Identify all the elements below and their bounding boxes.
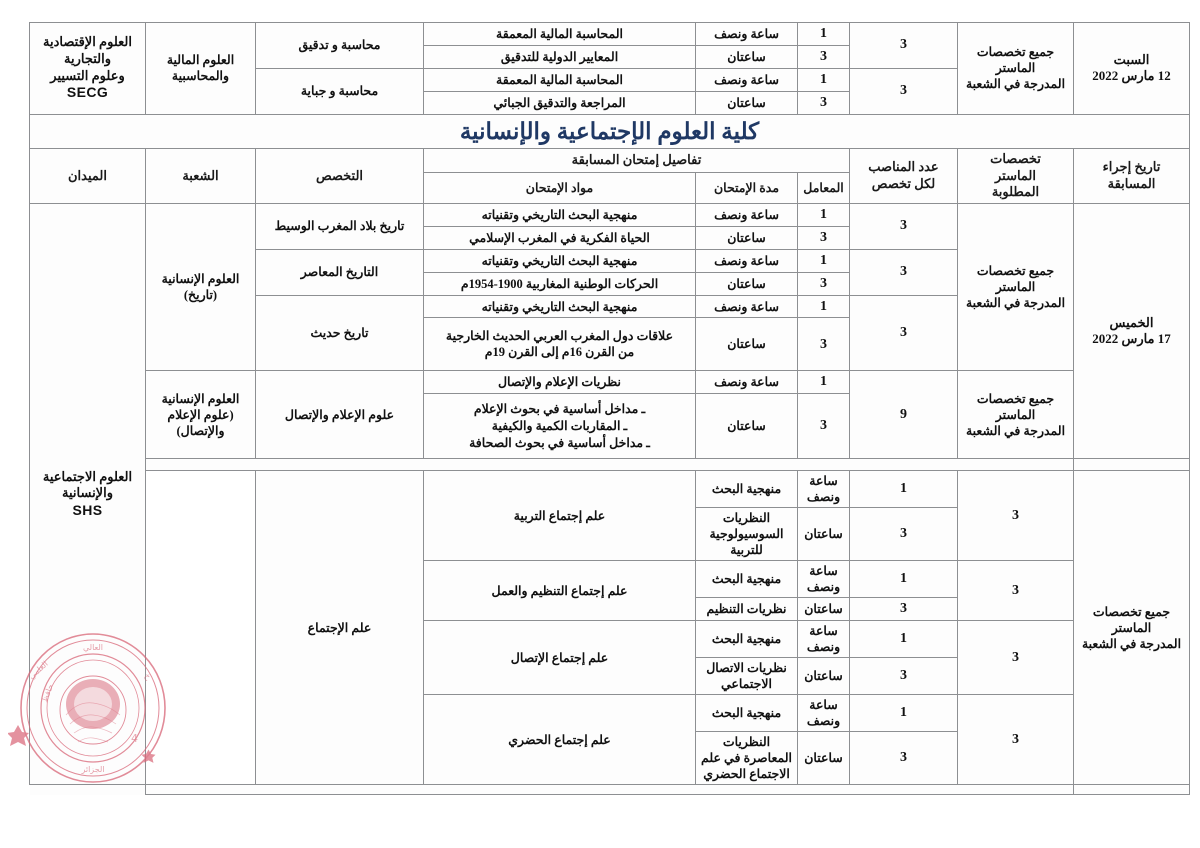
masters-line-1: جميع تخصصات bbox=[1092, 604, 1171, 619]
subject-line-2: من القرن 16م إلى القرن 19م bbox=[484, 345, 635, 360]
cell-specialty: تاريخ حديث bbox=[256, 295, 424, 371]
masters-line-2: الماستر bbox=[995, 61, 1036, 76]
header-specialty: التخصص bbox=[256, 149, 424, 204]
domain-code: SECG bbox=[66, 84, 109, 101]
cell-duration: ساعة ونصف bbox=[696, 68, 798, 91]
header-exam-details: تفاصيل إمتحان المسابقة bbox=[424, 149, 850, 173]
cell-duration: ساعتان bbox=[798, 508, 850, 561]
header-date-line-1: تاريخ إجراء bbox=[1102, 159, 1161, 175]
cell-coefficient: 3 bbox=[850, 732, 958, 785]
cell-duration: ساعتان bbox=[696, 394, 798, 459]
cell-specialty: محاسبة و جباية bbox=[256, 68, 424, 114]
header-date-line-2: المسابقة bbox=[1107, 176, 1156, 191]
masters-line-3: المدرجة في الشعبة bbox=[1081, 636, 1182, 651]
cell-duration: ساعتان bbox=[696, 318, 798, 371]
domain-line-2: والإنسانية bbox=[62, 485, 113, 501]
cell-subject bbox=[424, 318, 696, 371]
masters-line-3: المدرجة في الشعبة bbox=[965, 423, 1066, 438]
cell-coefficient: 1 bbox=[850, 561, 958, 598]
cell-duration: ساعة ونصف bbox=[798, 621, 850, 658]
cell-domain-shs bbox=[30, 203, 146, 784]
cell-coefficient: 3 bbox=[798, 318, 850, 371]
cell-subject: المحاسبة المالية المعمقة bbox=[424, 23, 696, 46]
cell-subject: نظريات الاتصال الاجتماعي bbox=[696, 658, 798, 695]
cell-coefficient: 1 bbox=[798, 203, 850, 226]
cell-specialty: علم إجتماع الحضري bbox=[424, 695, 696, 785]
cell-positions: 3 bbox=[850, 23, 958, 69]
branch-line-3: والإتصال) bbox=[176, 423, 225, 438]
cell-coefficient: 1 bbox=[798, 23, 850, 46]
cell-positions: 3 bbox=[958, 695, 1074, 785]
cell-positions: 3 bbox=[850, 68, 958, 114]
cell-branch-history bbox=[146, 203, 256, 371]
cell-masters-media bbox=[958, 371, 1074, 459]
branch-line-1: العلوم الإنسانية bbox=[161, 272, 240, 287]
table-row bbox=[30, 23, 1190, 46]
cell-coefficient: 1 bbox=[850, 471, 958, 508]
cell-masters-secg bbox=[958, 23, 1074, 115]
date-line-2: 12 مارس 2022 bbox=[1092, 68, 1171, 84]
table-row bbox=[30, 471, 1190, 508]
cell-coefficient: 1 bbox=[850, 621, 958, 658]
cell-specialty: علم إجتماع التنظيم والعمل bbox=[424, 561, 696, 621]
svg-text:الجزائر: الجزائر bbox=[81, 765, 105, 774]
cell-subject: منهجية البحث التاريخي وتقنياته bbox=[424, 295, 696, 318]
cell-positions: 3 bbox=[850, 249, 958, 295]
cell-branch-secg bbox=[146, 23, 256, 115]
header-positions-line-1: عدد المناصب bbox=[868, 159, 939, 175]
svg-text:خ: خ bbox=[142, 671, 153, 682]
cell-coefficient: 3 bbox=[850, 658, 958, 695]
table-row bbox=[30, 561, 1190, 598]
cell-specialty: التاريخ المعاصر bbox=[256, 249, 424, 295]
cell-duration: ساعتان bbox=[696, 272, 798, 295]
cell-specialty: محاسبة و تدقيق bbox=[256, 23, 424, 69]
cell-subject: منهجية البحث bbox=[696, 695, 798, 732]
header-masters bbox=[958, 149, 1074, 204]
cell-duration: ساعة ونصف bbox=[696, 295, 798, 318]
masters-line-2: الماستر bbox=[995, 280, 1036, 295]
cell-subject: منهجية البحث التاريخي وتقنياته bbox=[424, 203, 696, 226]
masters-line-2: الماستر bbox=[995, 407, 1036, 422]
cell-coefficient: 1 bbox=[798, 371, 850, 394]
cell-coefficient: 1 bbox=[798, 68, 850, 91]
cell-coefficient: 3 bbox=[798, 91, 850, 114]
cell-subject: منهجية البحث التاريخي وتقنياته bbox=[424, 249, 696, 272]
cell-duration: ساعة ونصف bbox=[798, 561, 850, 598]
masters-line-1: جميع تخصصات bbox=[976, 391, 1055, 406]
domain-line-2: والتجارية bbox=[64, 51, 111, 67]
section-separator bbox=[146, 459, 1074, 471]
header-exam-duration: مدة الإمتحان bbox=[696, 173, 798, 203]
cell-coefficient: 3 bbox=[798, 394, 850, 459]
faculty-band-row bbox=[30, 114, 1190, 148]
bottom-separator bbox=[146, 785, 1074, 795]
domain-code: SHS bbox=[72, 501, 103, 518]
cell-subject: نظريات التنظيم bbox=[696, 598, 798, 621]
header-date bbox=[1074, 149, 1190, 204]
date-line-1: الخميس bbox=[1109, 314, 1154, 330]
cell-coefficient: 3 bbox=[850, 598, 958, 621]
subject-line-2: ـ المقاربات الكمية والكيفية bbox=[491, 418, 628, 433]
table-row bbox=[30, 621, 1190, 658]
cell-specialty: علوم الإعلام والإتصال bbox=[256, 371, 424, 459]
subject-line-1: ـ مداخل أساسية في بحوث الإعلام bbox=[473, 402, 646, 417]
cell-duration: ساعتان bbox=[696, 226, 798, 249]
cell-domain-secg bbox=[30, 23, 146, 115]
cell-branch-sociology: علم الإجتماع bbox=[256, 471, 424, 785]
cell-coefficient: 3 bbox=[850, 508, 958, 561]
cell-positions: 9 bbox=[850, 371, 958, 459]
cell-duration: ساعتان bbox=[798, 658, 850, 695]
cell-subject bbox=[424, 394, 696, 459]
cell-duration: ساعة ونصف bbox=[696, 249, 798, 272]
cell-subject: المعايير الدولية للتدقيق bbox=[424, 45, 696, 68]
subject-line-1: علاقات دول المغرب العربي الحديث الخارجية bbox=[445, 328, 674, 343]
branch-line-1: العلوم الإنسانية bbox=[161, 391, 240, 406]
header-masters-line-1: تخصصات bbox=[990, 151, 1041, 167]
domain-line-1: العلوم الاجتماعية bbox=[42, 468, 133, 484]
header-branch: الشعبة bbox=[146, 149, 256, 204]
cell-subject: الحركات الوطنية المغاربية 1900-1954م bbox=[424, 272, 696, 295]
masters-line-3: المدرجة في الشعبة bbox=[965, 296, 1066, 311]
section-separator-row bbox=[30, 459, 1190, 471]
cell-duration: ساعة ونصف bbox=[798, 695, 850, 732]
cell-subject: المحاسبة المالية المعمقة bbox=[424, 68, 696, 91]
bottom-separator-blank-right bbox=[30, 785, 146, 795]
cell-duration: ساعتان bbox=[798, 732, 850, 785]
cell-coefficient: 3 bbox=[798, 226, 850, 249]
masters-line-1: جميع تخصصات bbox=[976, 45, 1055, 60]
cell-specialty: علم إجتماع الإتصال bbox=[424, 621, 696, 695]
table-header-row bbox=[30, 149, 1190, 173]
masters-line-1: جميع تخصصات bbox=[976, 264, 1055, 279]
date-line-1: السبت bbox=[1113, 51, 1150, 67]
cell-specialty: علم إجتماع التربية bbox=[424, 471, 696, 561]
svg-text:العلمي: العلمي bbox=[26, 659, 50, 682]
faculty-title: كلية العلوم الإجتماعية والإنسانية bbox=[30, 114, 1190, 148]
cell-positions: 3 bbox=[958, 471, 1074, 561]
branch-line-1: العلوم المالية bbox=[166, 53, 235, 68]
branch-line-2: والمحاسبية bbox=[171, 69, 230, 84]
cell-duration: ساعتان bbox=[798, 598, 850, 621]
cell-subject: منهجية البحث bbox=[696, 471, 798, 508]
header-masters-line-3: المطلوبة bbox=[991, 184, 1040, 200]
document-page bbox=[30, 22, 1190, 795]
cell-duration: ساعة ونصف bbox=[696, 203, 798, 226]
cell-date-shs bbox=[1074, 203, 1190, 458]
header-coefficient: المعامل bbox=[798, 173, 850, 203]
cell-subject: منهجية البحث bbox=[696, 561, 798, 598]
header-domain: الميدان bbox=[30, 149, 146, 204]
domain-line-3: وعلوم التسيير bbox=[50, 67, 125, 83]
bottom-separator-blank bbox=[1074, 785, 1190, 795]
cell-coefficient: 3 bbox=[798, 272, 850, 295]
cell-specialty: تاريخ بلاد المغرب الوسيط bbox=[256, 203, 424, 249]
cell-subject: الحياة الفكرية في المغرب الإسلامي bbox=[424, 226, 696, 249]
cell-coefficient: 1 bbox=[798, 295, 850, 318]
cell-subject: منهجية البحث bbox=[696, 621, 798, 658]
branch-line-2: (تاريخ) bbox=[183, 288, 218, 303]
header-masters-line-2: الماستر bbox=[994, 167, 1037, 183]
subject-line-3: ـ مداخل أساسية في بحوث الصحافة bbox=[469, 435, 650, 450]
bottom-separator-row bbox=[30, 785, 1190, 795]
table-row bbox=[30, 203, 1190, 226]
svg-text:حافظ: حافظ bbox=[40, 682, 56, 704]
header-positions-line-2: لكل تخصص bbox=[871, 176, 936, 191]
masters-line-2: الماستر bbox=[1111, 620, 1152, 635]
cell-duration: ساعة ونصف bbox=[798, 471, 850, 508]
separator-blank bbox=[1074, 459, 1190, 471]
date-line-2: 17 مارس 2022 bbox=[1092, 331, 1171, 347]
cell-positions: 3 bbox=[958, 561, 1074, 621]
cell-coefficient: 1 bbox=[850, 695, 958, 732]
masters-line-3: المدرجة في الشعبة bbox=[965, 77, 1066, 92]
branch-line-2: (علوم الإعلام bbox=[167, 407, 234, 422]
cell-duration: ساعة ونصف bbox=[696, 23, 798, 46]
domain-line-1: العلوم الإقتصادية bbox=[43, 34, 132, 50]
cell-duration: ساعتان bbox=[696, 45, 798, 68]
svg-text:4: 4 bbox=[131, 732, 138, 745]
cell-subject: النظريات المعاصرة في علم الاجتماع الحضري bbox=[696, 732, 798, 785]
svg-text:العالي: العالي bbox=[82, 643, 104, 652]
cell-coefficient: 3 bbox=[798, 45, 850, 68]
cell-duration: ساعة ونصف bbox=[696, 371, 798, 394]
cell-branch-media bbox=[146, 371, 256, 459]
cell-subject: المراجعة والتدقيق الجبائي bbox=[424, 91, 696, 114]
competition-schedule-table bbox=[26, 22, 1190, 795]
cell-positions: 3 bbox=[850, 203, 958, 249]
cell-positions: 3 bbox=[958, 621, 1074, 695]
header-exam-subjects: مواد الإمتحان bbox=[424, 173, 696, 203]
cell-subject: نظريات الإعلام والإتصال bbox=[424, 371, 696, 394]
cell-positions: 3 bbox=[850, 295, 958, 371]
cell-duration: ساعتان bbox=[696, 91, 798, 114]
table-row bbox=[30, 371, 1190, 394]
cell-coefficient: 1 bbox=[798, 249, 850, 272]
cell-masters-history bbox=[958, 203, 1074, 371]
cell-date-secg bbox=[1074, 23, 1190, 115]
cell-subject: النظريات السوسيولوجية للتربية bbox=[696, 508, 798, 561]
header-positions bbox=[850, 149, 958, 204]
cell-masters-sociology bbox=[1074, 471, 1190, 785]
table-row bbox=[30, 695, 1190, 732]
